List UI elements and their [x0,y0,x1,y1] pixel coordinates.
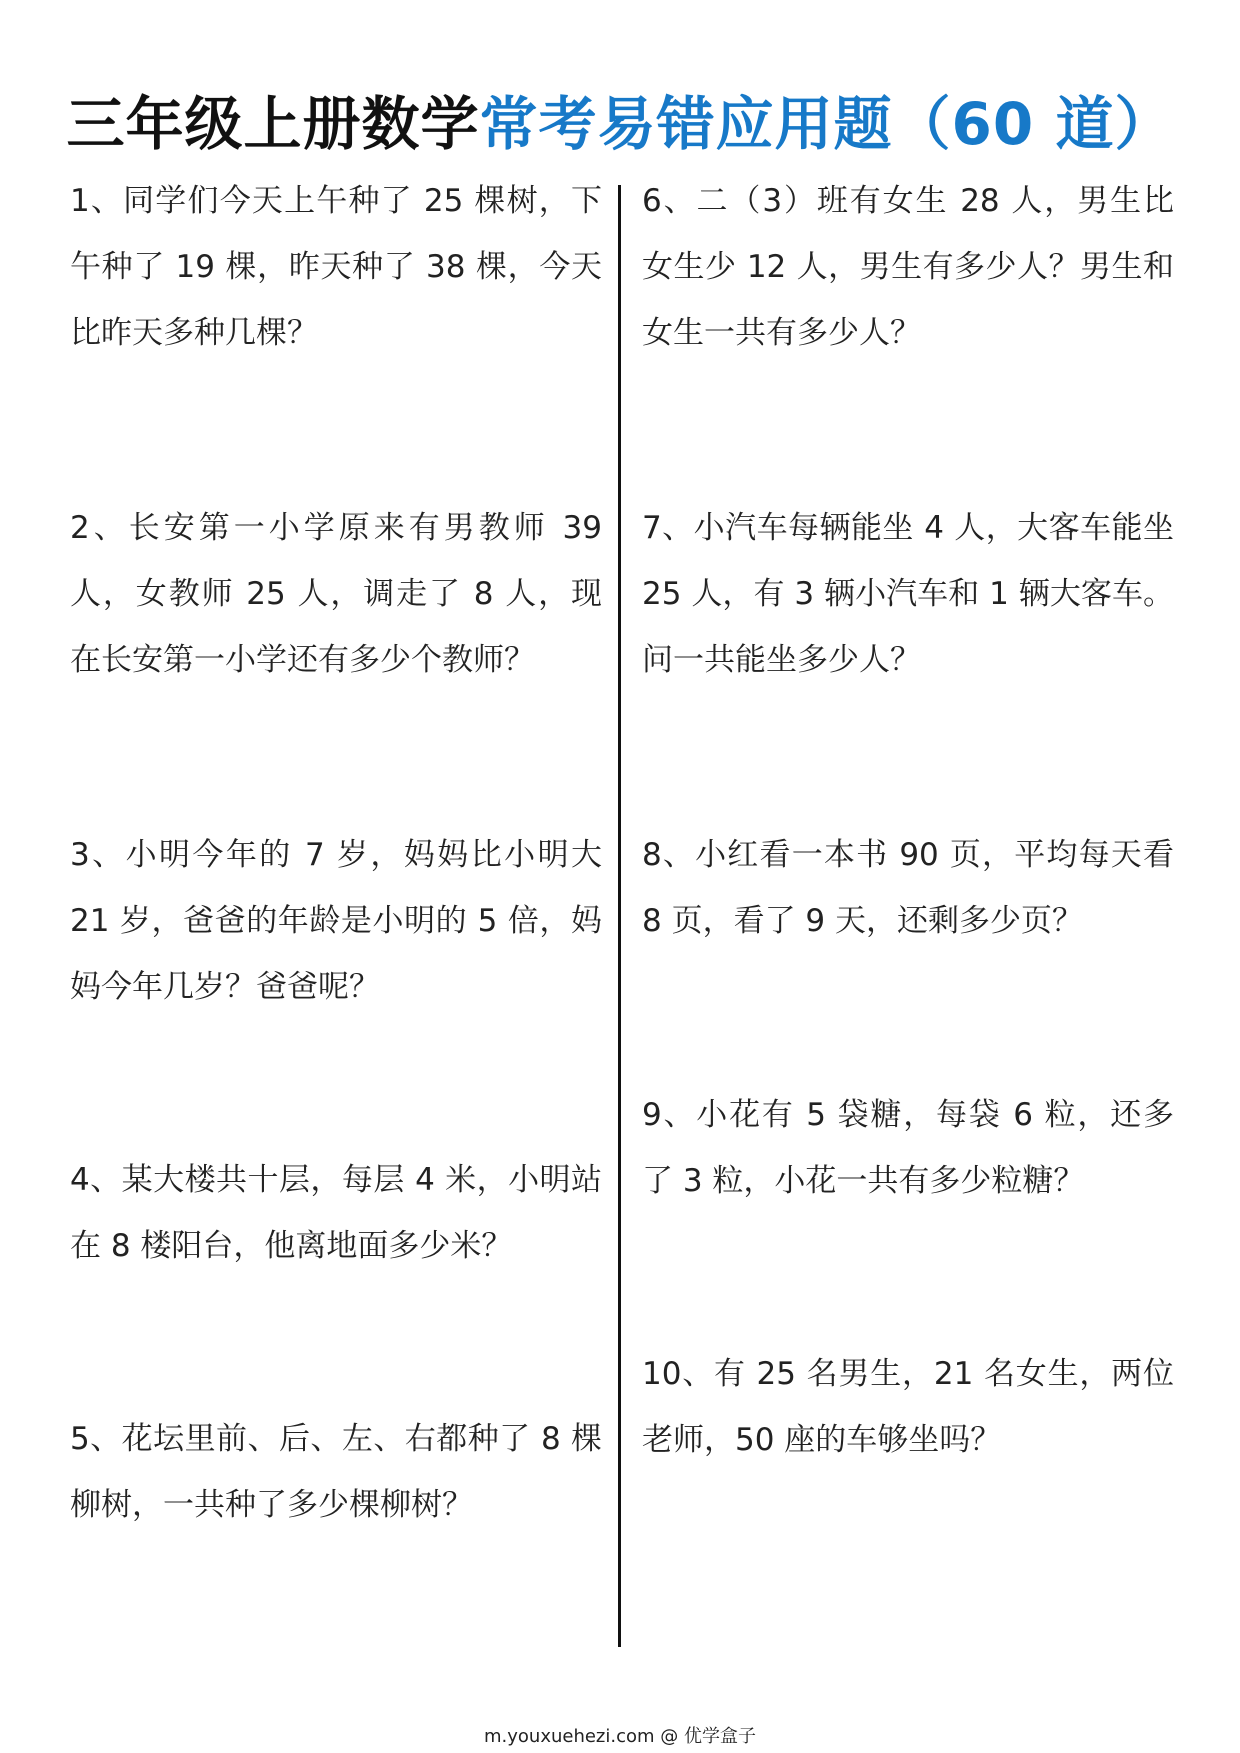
problem-8: 8、小红看一本书 90 页，平均每天看 8 页，看了 9 天，还剩多少页？ [642,837,1174,939]
problem-1: 1、同学们今天上午种了 25 棵树，下午种了 19 棵，昨天种了 38 棵，今天比昨天多种几棵？ [70,183,602,351]
problem-6: 6、二（3）班有女生 28 人，男生比女生少 12 人，男生有多少人？男生和女生一共有多少人？ [642,183,1174,351]
problem-9: 9、小花有 5 袋糖，每袋 6 粒，还多了 3 粒，小花一共有多少粒糖？ [642,1097,1174,1199]
problem-2: 2、长安第一小学原来有男教师 39 人，女教师 25 人，调走了 8 人，现在长安第一小学还有多少个教师？ [70,510,602,678]
problem-7: 7、小汽车每辆能坐 4 人，大客车能坐 25 人，有 3 辆小汽车和 1 辆大客车。问一共能坐多少人？ [642,510,1174,678]
column-divider [618,185,621,1647]
problem-3: 3、小明今年的 7 岁，妈妈比小明大 21 岁，爸爸的年龄是小明的 5 倍，妈妈今年几岁？爸爸呢？ [70,837,602,1005]
title-black-part: 三年级上册数学 [66,90,480,158]
page-title [0,82,1240,166]
footer-source: m.youxuehezi.com @ 优学盒子 [483,1726,756,1747]
problem-10: 10、有 25 名男生，21 名女生，两位老师，50 座的车够坐吗？ [642,1356,1174,1458]
problem-5: 5、花坛里前、后、左、右都种了 8 棵柳树，一共种了多少棵柳树？ [70,1421,602,1523]
title-blue-part: 常考易错应用题（60 道） [479,90,1174,158]
problem-4: 4、某大楼共十层，每层 4 米，小明站在 8 楼阳台，他离地面多少米？ [70,1162,602,1264]
